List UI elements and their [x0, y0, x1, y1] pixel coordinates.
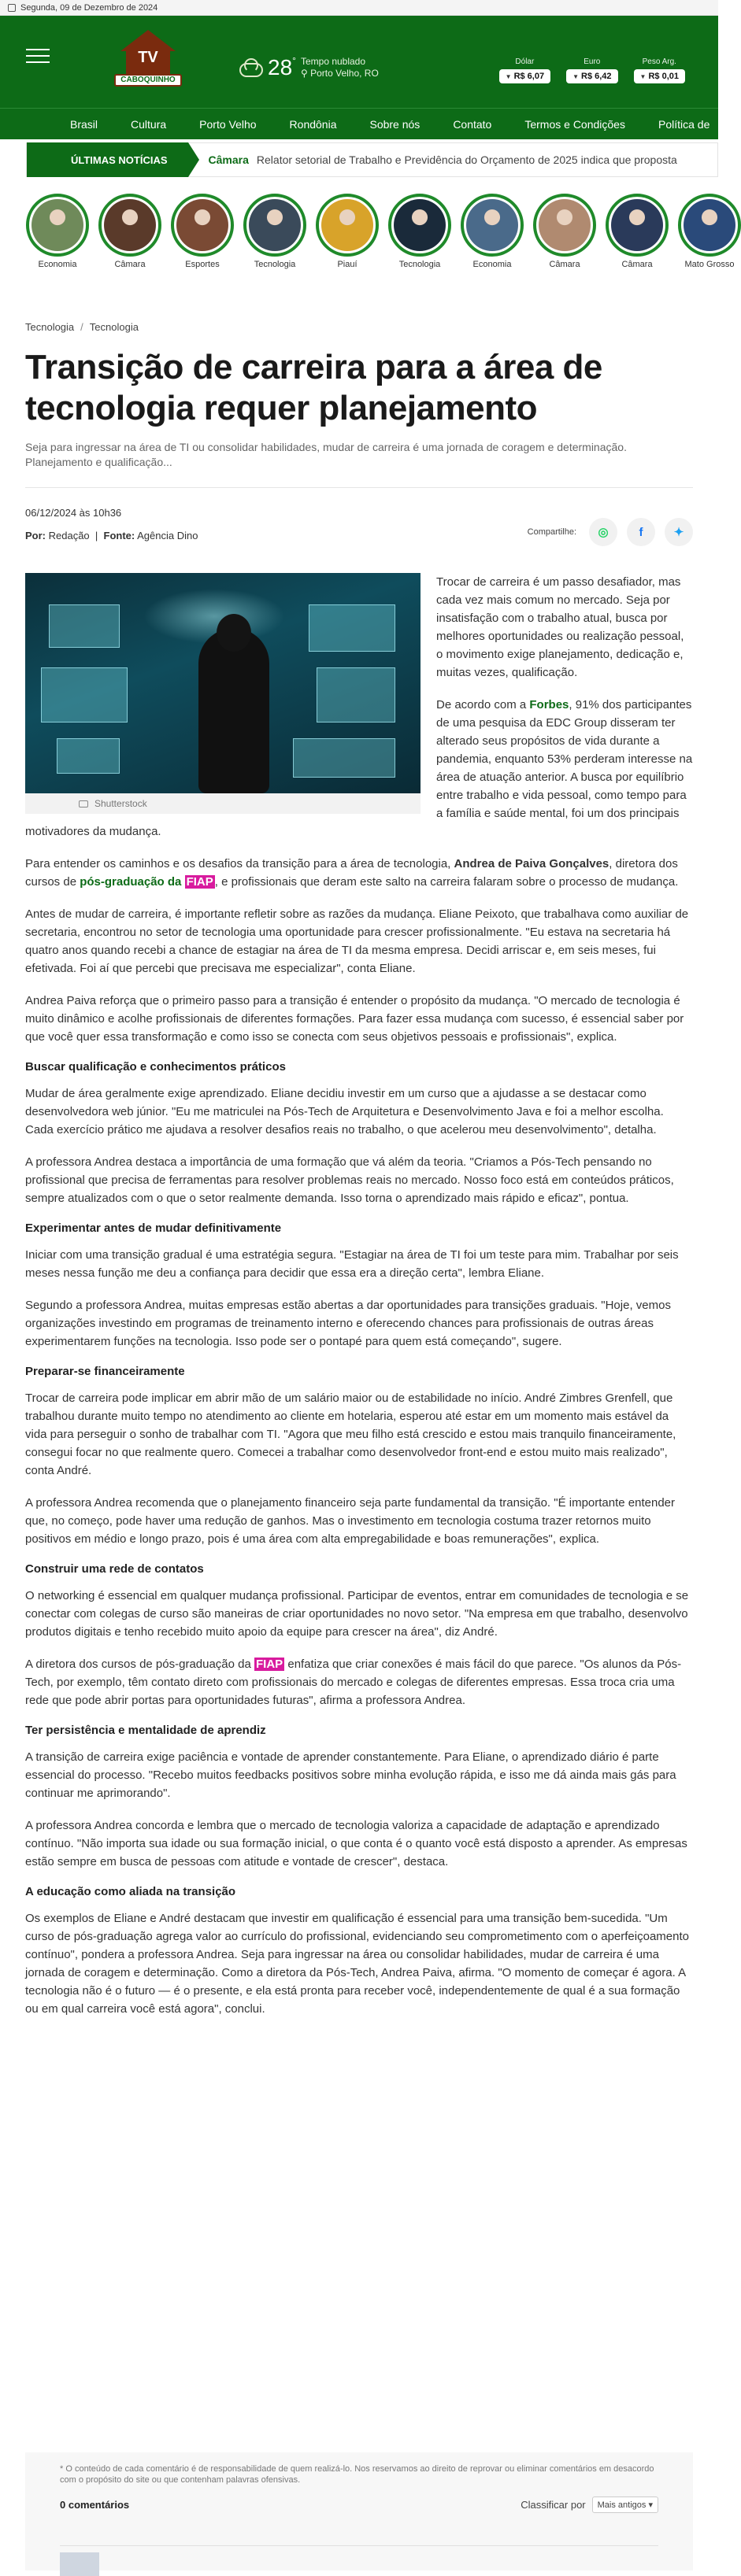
story-ring: [461, 194, 524, 257]
story-item[interactable]: [316, 194, 379, 269]
story-thumbnail: [176, 199, 228, 251]
paragraph: A professora Andrea concorda e lembra que o mercado de tecnologia valoriza a capacidade de adaptação e aprendizado contínuo. "Não importa sua idade ou sua formação inicial, o que conta é o quanto você está disposto a aprender. As empresas estão sempre em busca de pessoas com atitude e vontade de crescer", destaca.: [25, 1819, 687, 1868]
paragraph: Trocar de carreira pode implicar em abrir mão de um salário maior ou de estabilidade no início. André Zimbres Grenfell, que trabalhou durante muito tempo no atendimento ao cliente em hotelaria, esperou até estar em um momento mais estável da vida para perseguir o sonho de trabalhar com TI. "Agora que meu filho está crescido e estou mais tranquilo financeiramente, consegui focar no que realmente quero. Comecei a trabalhar como desenvolvedor front-end e estou muito mais realizado", conta André.: [25, 1391, 676, 1477]
ticker-label: ÚLTIMAS NOTÍCIAS: [27, 142, 188, 177]
logo-name-text: CABOQUINHO: [114, 74, 182, 87]
weather-description: Tempo nublado ⚲ Porto Velho, RO: [300, 56, 379, 79]
story-caption: Câmara: [549, 260, 580, 269]
paragraph: Segundo a professora Andrea, muitas empresas estão abertas a dar oportunidades para transições graduais. "Hoje, vemos organizações investindo em programas de treinamento interno e oferecendo chances para profissionais de outras áreas experimentarem funções na tecnologia. Isso pode ser o pontapé para quem está começando", sugere.: [25, 1299, 671, 1348]
breadcrumb-item[interactable]: Tecnologia: [89, 321, 139, 333]
story-thumbnail: [611, 199, 663, 251]
story-thumbnail: [249, 199, 301, 251]
current-date: Segunda, 09 de Dezembro de 2024: [20, 2, 158, 13]
byline: Por: Redação | Fonte: Agência Dino: [25, 530, 198, 541]
article-body: [25, 573, 693, 2018]
story-ring: [388, 194, 451, 257]
nav-item-politica[interactable]: Política de: [658, 117, 710, 131]
article-subtitle: Seja para ingressar na área de TI ou consolidar habilidades, mudar de carreira é uma jornada de coragem e determinação. Planejamento e qualificação...: [25, 441, 627, 468]
person-name: Andrea de Paiva Gonçalves: [454, 857, 609, 870]
story-caption: Tecnologia: [254, 260, 296, 269]
posgraduacao-link[interactable]: pós-graduação da FIAP: [80, 875, 213, 889]
paragraph: Mudar de área geralmente exige aprendizado. Eliane decidiu investir em um curso que a ajudasse a se destacar como desenvolvedora web júnior. "Eu me matriculei na Pós-Tech de Arquitetura e Desenvolvimento Java e foi a melhor escolha. Cada exercício prático me ajudava a resolver desafios reais no trabalho, o que acelerou meu desenvolvimento", detalha.: [25, 1087, 664, 1136]
share-label: Compartilhe:: [527, 527, 576, 537]
comment-compose: [60, 2545, 658, 2569]
story-caption: Mato Grosso: [684, 260, 735, 269]
calendar-icon: [8, 4, 16, 12]
breadcrumb-item[interactable]: Tecnologia: [25, 321, 75, 333]
avatar: [60, 2552, 99, 2576]
comments-section: [25, 2452, 693, 2570]
story-caption: Economia: [38, 260, 77, 269]
section-heading: Construir uma rede de contatos: [25, 1562, 204, 1576]
forbes-link[interactable]: Forbes: [529, 698, 569, 711]
breadcrumb-separator: /: [80, 321, 83, 333]
paragraph: A diretora dos cursos de pós-graduação da FIAP enfatiza que criar conexões é mais fácil do que parece. "Os alunos da Pós-Tech, por exemplo, têm contato direto com profissionais do mercado e colegas de diferentes empresas. Essa troca cria uma rede que pode abrir portas para oportunidades futuras", afirma a professora Andrea.: [25, 1658, 682, 1707]
main-nav: [0, 108, 718, 139]
story-ring: [533, 194, 596, 257]
story-thumbnail: [321, 199, 373, 251]
news-ticker: [26, 142, 718, 177]
nav-item-contato[interactable]: Contato: [453, 117, 492, 131]
section-heading: A educação como aliada na transição: [25, 1885, 236, 1898]
share-bar: [528, 518, 693, 546]
section-heading: Preparar-se financeiramente: [25, 1365, 185, 1378]
story-carousel: [26, 194, 741, 269]
section-heading: Experimentar antes de mudar definitivamente: [25, 1221, 282, 1235]
article: [25, 321, 693, 2032]
story-ring: [606, 194, 669, 257]
paragraph: Iniciar com uma transição gradual é uma estratégia segura. "Estagiar na área de TI foi um teste para mim. Trabalhar por seis meses nessa função me deu a confiança para decidir que essa era a direção certa", lembra Eliane.: [25, 1248, 679, 1280]
image-screen: [41, 667, 128, 723]
image-credit: Shutterstock: [25, 793, 421, 814]
date-bar: [0, 0, 718, 16]
story-item[interactable]: [171, 194, 234, 269]
story-item[interactable]: [606, 194, 669, 269]
image-screen: [309, 604, 395, 652]
story-ring: [98, 194, 161, 257]
arrow-down-icon: ▼: [505, 73, 512, 80]
paragraph: A transição de carreira exige paciência e vontade de aprender constantemente. Para Eliane, o aprendizado diário é parte essencial do processo. "Recebo muitos feedbacks positivos sobre minha evolução rápida, e isso me dá ainda mais gás para continuar me aprimorando".: [25, 1750, 676, 1800]
article-figure: [25, 573, 421, 814]
nav-item-sobre-nos[interactable]: Sobre nós: [369, 117, 421, 131]
nav-item-termos[interactable]: Termos e Condições: [524, 117, 625, 131]
currency-dollar: Dólar ▼ R$ 6,07: [499, 57, 550, 83]
story-item[interactable]: [98, 194, 161, 269]
story-caption: Piauí: [337, 260, 358, 269]
paragraph: A professora Andrea recomenda que o planejamento financeiro seja parte fundamental da transição. "É importante entender que, no começo, pode haver uma redução de ganhos. Mas o investimento em tecnologia costuma trazer retornos muito positivos em médio e longo prazo, pois é uma área com alta empregabilidade e boas remunerações", explica.: [25, 1496, 676, 1546]
story-thumbnail: [31, 199, 83, 251]
paragraph: Para entender os caminhos e os desafios da transição para a área de tecnologia, Andrea de Paiva Gonçalves, diretora dos cursos de pós-graduação da FIAP , e profissionais que deram este salto na carreira falaram sobre o processo de mudança.: [25, 857, 679, 889]
story-thumbnail: [466, 199, 518, 251]
arrow-down-icon: ▼: [572, 73, 580, 80]
article-title: Transição de carreira para a área de tecnologia requer planejamento: [25, 348, 602, 427]
breadcrumb: [25, 321, 693, 333]
comment-sort: [521, 2497, 658, 2513]
arrow-down-icon: ▼: [639, 73, 647, 80]
story-caption: Esportes: [185, 260, 220, 269]
story-item[interactable]: [26, 194, 89, 269]
paragraph: A professora Andrea destaca a importância de uma formação que vá além da teoria. "Criamos a Pós-Tech pensando no profissional que precisa de ferramentas para resolver problemas reais no mercado. Nosso foco está em conteúdos práticos, sempre atualizados com o que o setor realmente demanda. Isso torna o aprendizado mais rápido e eficaz", pontua.: [25, 1155, 674, 1205]
facebook-share-button[interactable]: [627, 518, 655, 546]
site-header: [0, 16, 718, 108]
story-item[interactable]: [388, 194, 451, 269]
currency-rates: [499, 57, 685, 83]
story-item[interactable]: [533, 194, 596, 269]
story-item[interactable]: [461, 194, 524, 269]
cloud-sun-icon: [236, 60, 263, 76]
menu-icon[interactable]: [26, 49, 50, 68]
image-screen: [293, 738, 395, 778]
story-ring: [26, 194, 89, 257]
temperature: 28°: [268, 55, 296, 79]
story-item[interactable]: [243, 194, 306, 269]
story-thumbnail: [684, 199, 735, 251]
article-meta: [25, 507, 693, 562]
image-screen: [57, 738, 120, 774]
story-item[interactable]: [678, 194, 741, 269]
sort-select[interactable]: Mais antigos ▾: [592, 2497, 658, 2513]
paragraph: O networking é essencial em qualquer mudança profissional. Participar de eventos, entrar em comunidades de tecnologia e se conectar com colegas de curso são maneiras de criar oportunidades no novo setor. "Na empresa em que trabalho, desenvolvo produtos digitais e tenho recebido muito apoio da equipe para crescer na área", diz André.: [25, 1589, 689, 1639]
image-screen: [317, 667, 395, 723]
currency-euro: Euro ▼ R$ 6,42: [566, 57, 617, 83]
location-pin-icon: ⚲: [300, 68, 311, 79]
section-heading: Ter persistência e mentalidade de aprendiz: [25, 1724, 266, 1737]
site-logo[interactable]: [113, 24, 183, 88]
logo-tv-text: TV: [138, 49, 158, 66]
sort-label: Classificar por: [521, 2499, 586, 2511]
camera-icon: [79, 800, 88, 808]
story-thumbnail: [104, 199, 156, 251]
nav-item-porto-velho[interactable]: Porto Velho: [199, 117, 257, 131]
paragraph: De acordo com a Forbes, 91% dos participantes de uma pesquisa da EDC Group disseram ter alterado seus propósitos de vida durante a pandemia, enquanto 53% perderam interesse na área de atuação anterior. A busca por equilíbrio entre trabalho e vida pessoal, como tempo para a família e saúde mental, foi um dos principais motivadores da mudança.: [25, 698, 693, 838]
ticker-headline[interactable]: Relator setorial de Trabalho e Previdência do Orçamento de 2025 indica que proposta: [256, 153, 677, 166]
paragraph: Antes de mudar de carreira, é importante refletir sobre as razões da mudança. Eliane Peixoto, que trabalhava como auxiliar de secretaria, encontrou no setor de tecnologia uma oportunidade para crescer profissionalmente. "Eu estava na secretaria há quatro anos quando recebi a chance de estagiar na área de TI da mesma empresa. Decidi arriscar e, em seis meses, fui efetivada. Foi aí que percebi que precisava me especializar", conta Eliane.: [25, 907, 689, 975]
chevron-down-icon: ▾: [648, 2500, 653, 2510]
article-image[interactable]: [25, 573, 421, 793]
section-heading: Buscar qualificação e conhecimentos práticos: [25, 1060, 286, 1074]
image-screen: [49, 604, 120, 648]
story-thumbnail: [539, 199, 591, 251]
story-ring: [678, 194, 741, 257]
whatsapp-share-button[interactable]: [589, 518, 617, 546]
comment-count: 0 comentários: [60, 2499, 130, 2511]
nav-item-rondonia[interactable]: Rondônia: [289, 117, 337, 131]
paragraph: Trocar de carreira é um passo desafiador, mas cada vez mais comum no mercado. Seja por insatisfação com o trabalho atual, busca por melhores oportunidades ou realização pessoal, o movimento exige planejamento, dedicação e, muitas vezes, qualificação.: [436, 575, 684, 679]
fiap-highlight[interactable]: FIAP: [256, 1658, 283, 1671]
paragraph: Os exemplos de Eliane e André destacam que investir em qualificação é essencial para uma transição bem-sucedida. "Um curso de pós-graduação agrega valor ao currículo do profissional, evidenciando seu comprometimento com o aperfeiçoamento contínuo", pondera a professora Andrea. Seja para ingressar na área ou consolidar habilidades, mudar de carreira é uma jornada de coragem e determinação. Como a diretora da Pós-Tech, Andrea Paiva, afirma. "O momento de começar é agora. A tecnologia não é o futuro — é o presente, e ela está pronta para receber você, independentemente de qual é a sua formação ou em qual carreira você está agora", conclui.: [25, 1912, 689, 2016]
image-person-head: [217, 614, 251, 652]
comments-disclaimer: * O conteúdo de cada comentário é de responsabilidade de quem realizá-lo. Nos reservamos ao direito de reprovar ou eliminar comentários em desacordo com o propósito do site ou que contenham palavras ofensivas.: [60, 2464, 654, 2485]
ticker-category[interactable]: Câmara: [208, 153, 249, 166]
story-caption: Economia: [472, 260, 512, 269]
currency-peso: Peso Arg. ▼ R$ 0,01: [634, 57, 685, 83]
nav-item-cultura[interactable]: Cultura: [131, 117, 167, 131]
story-caption: Tecnologia: [398, 260, 441, 269]
story-caption: Câmara: [621, 260, 653, 269]
story-caption: Câmara: [114, 260, 146, 269]
whatsapp-icon: ◎: [598, 526, 609, 539]
divider: [25, 487, 693, 488]
facebook-icon: f: [639, 525, 643, 539]
ticker-arrow-shape: [188, 142, 199, 177]
image-person: [198, 628, 269, 793]
weather-widget: [236, 55, 379, 80]
paragraph: Andrea Paiva reforça que o primeiro passo para a transição é entender o propósito da mudança. "O mercado de tecnologia é muito dinâmico e acolhe profissionais de diferentes formações. Para fazer essa mudança com sucesso, é essencial saber por que você quer essa transformação e como isso se conecta com seus objetivos pessoais e profissionais", explica.: [25, 994, 684, 1044]
twitter-share-button[interactable]: [665, 518, 693, 546]
story-ring: [171, 194, 234, 257]
publish-date: 06/12/2024 às 10h36: [25, 507, 122, 519]
twitter-icon: ✦: [673, 526, 684, 539]
story-thumbnail: [394, 199, 446, 251]
story-ring: [316, 194, 379, 257]
story-ring: [243, 194, 306, 257]
nav-item-brasil[interactable]: Brasil: [70, 117, 98, 131]
